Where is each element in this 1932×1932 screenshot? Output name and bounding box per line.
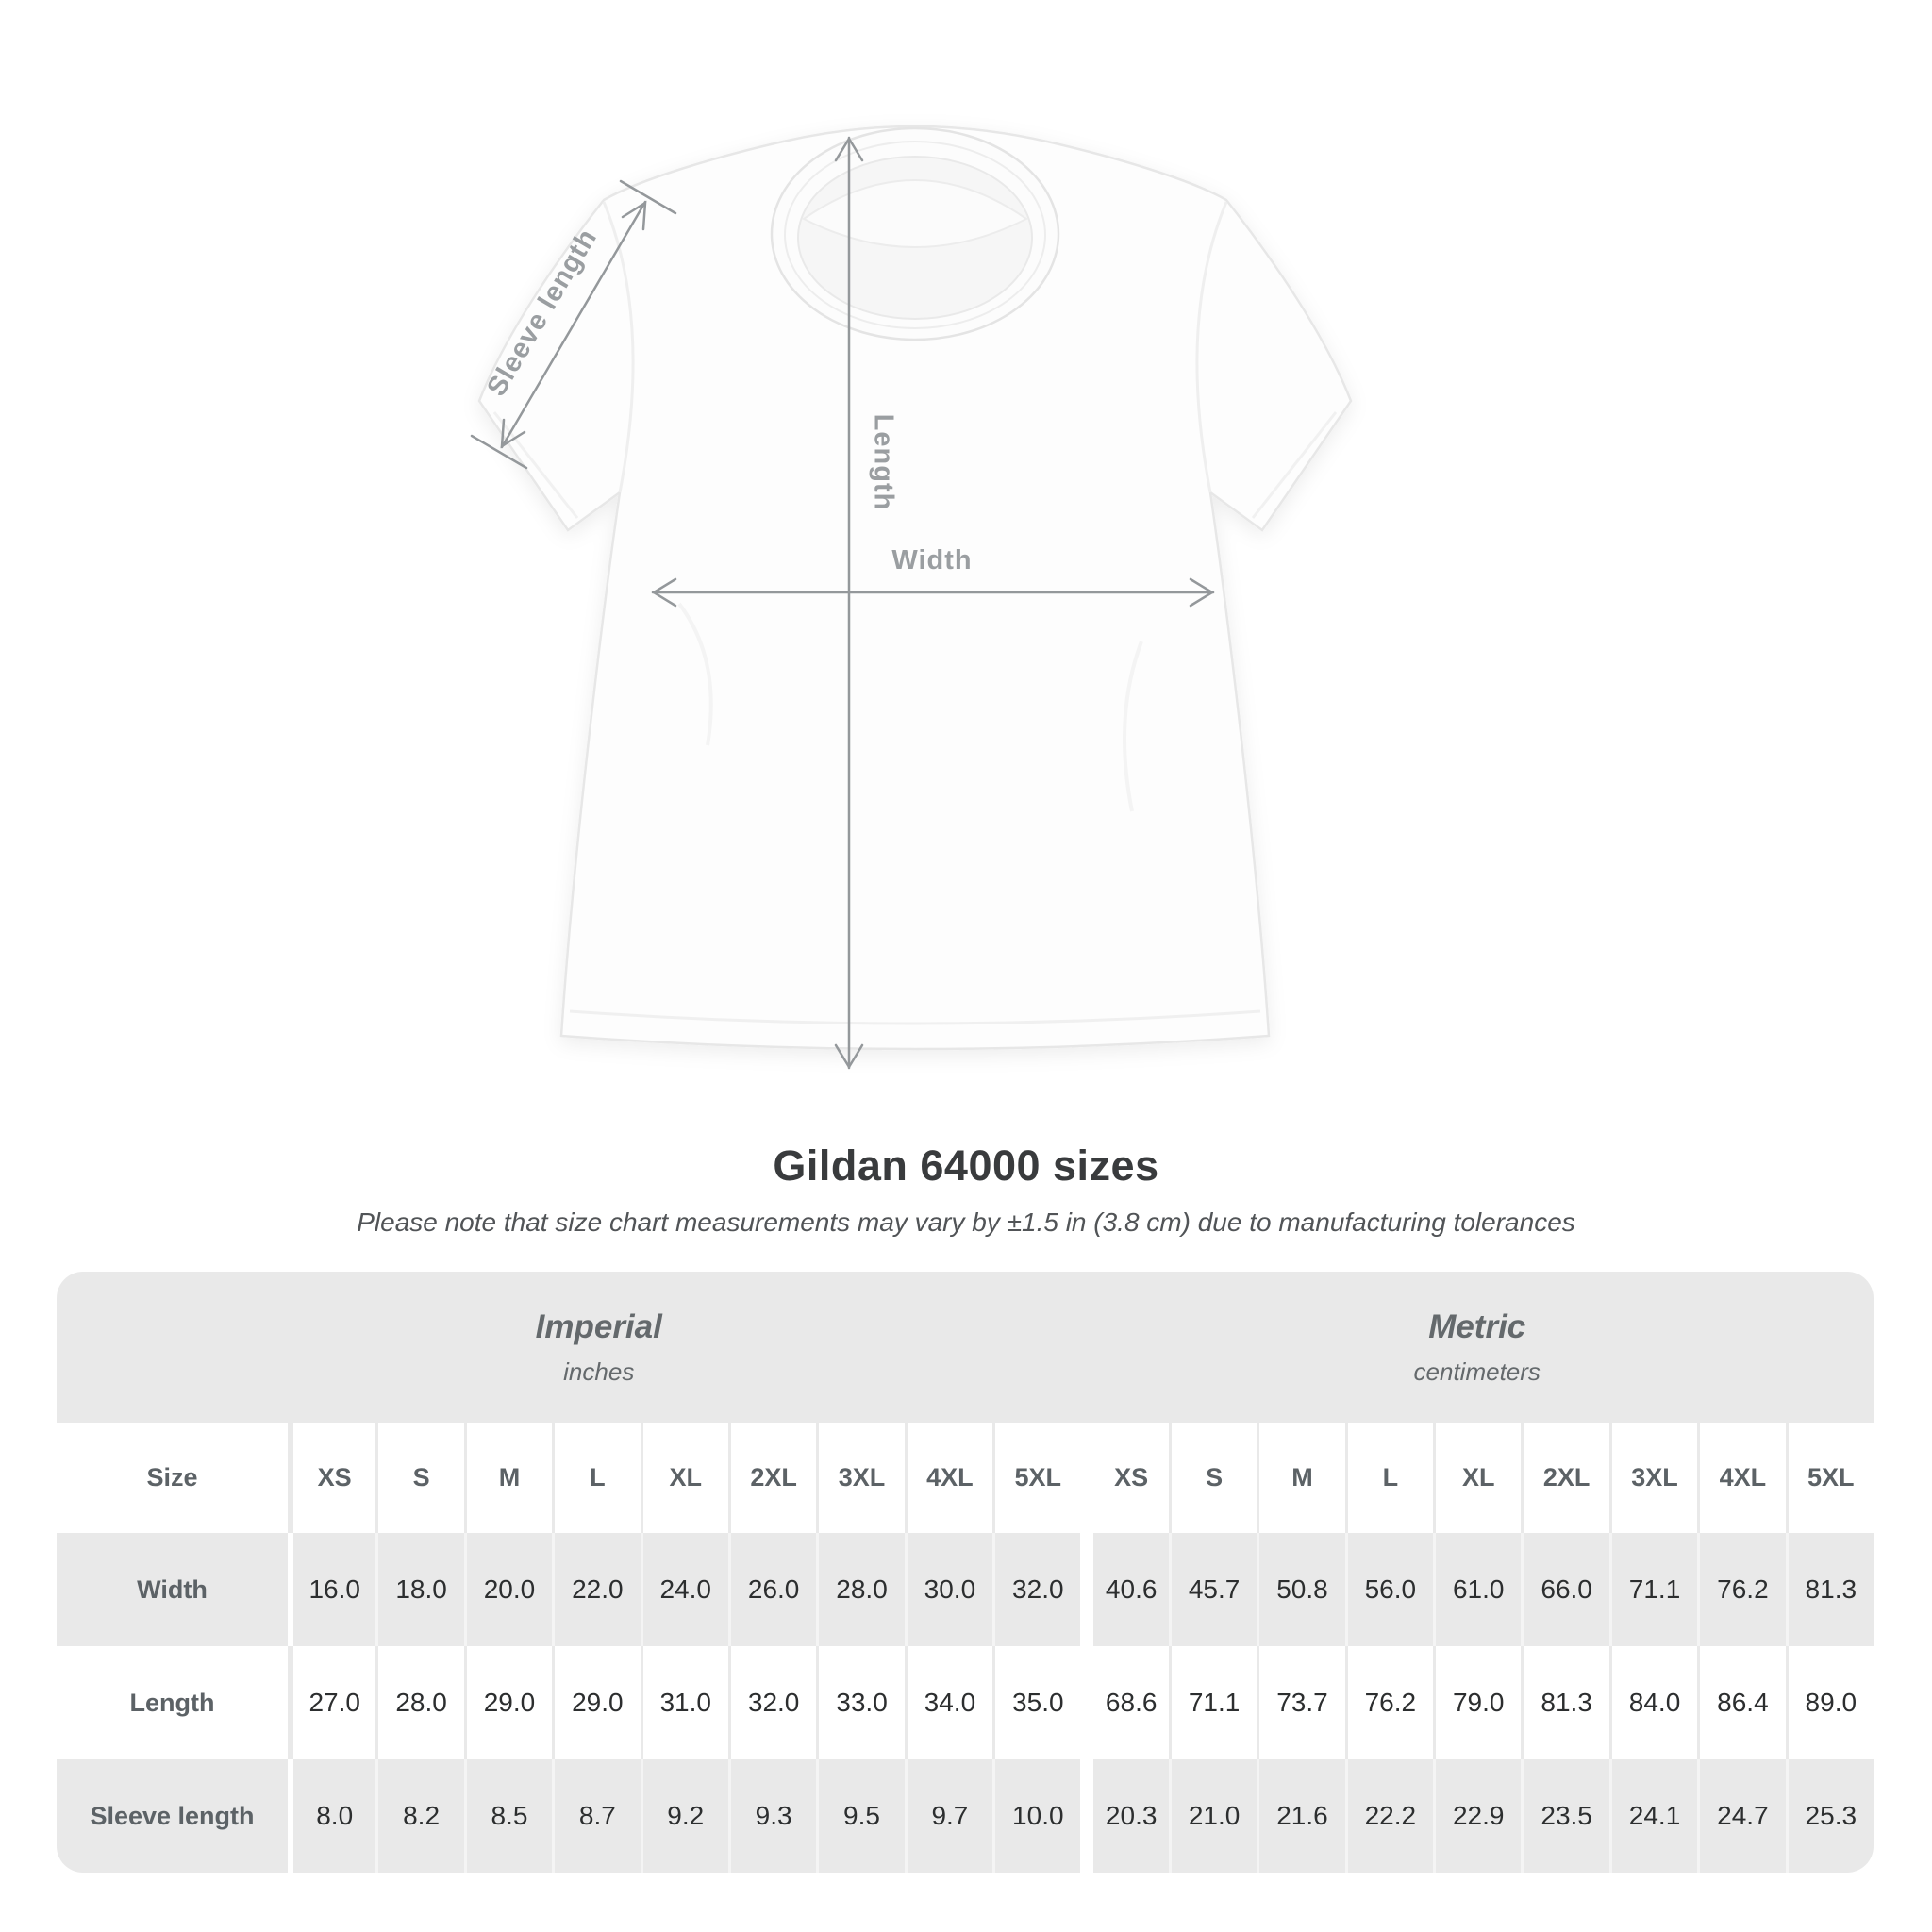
value-cell-imperial: 24.0 — [641, 1533, 728, 1646]
length-label: Length — [868, 413, 899, 511]
value-cell-metric: 22.2 — [1345, 1759, 1433, 1873]
value-cell-imperial: 9.2 — [641, 1759, 728, 1873]
width-label: Width — [891, 545, 973, 575]
value-cell-imperial: 8.0 — [288, 1759, 375, 1873]
value-cell-metric: 40.6 — [1080, 1533, 1168, 1646]
size-column-header-metric: 5XL — [1786, 1423, 1874, 1533]
value-cell-metric: 76.2 — [1697, 1533, 1785, 1646]
value-cell-imperial: 29.0 — [552, 1646, 640, 1759]
value-cell-imperial: 10.0 — [992, 1759, 1080, 1873]
value-cell-imperial: 28.0 — [375, 1646, 463, 1759]
value-cell-imperial: 8.7 — [552, 1759, 640, 1873]
value-cell-imperial: 9.3 — [728, 1759, 816, 1873]
value-cell-metric: 89.0 — [1786, 1646, 1874, 1759]
sleeve-length-label: Sleeve length — [481, 224, 604, 402]
size-column-header-imperial: M — [464, 1423, 552, 1533]
imperial-section-title: Imperial — [535, 1307, 662, 1345]
value-cell-metric: 73.7 — [1257, 1646, 1344, 1759]
value-cell-imperial: 18.0 — [375, 1533, 463, 1646]
value-cell-metric: 71.1 — [1169, 1646, 1257, 1759]
size-column-header-metric: XL — [1433, 1423, 1521, 1533]
row-label: Length — [57, 1646, 288, 1759]
value-cell-imperial: 29.0 — [464, 1646, 552, 1759]
value-cell-metric: 56.0 — [1345, 1533, 1433, 1646]
size-column-header-metric: L — [1345, 1423, 1433, 1533]
value-cell-imperial: 35.0 — [992, 1646, 1080, 1759]
value-cell-metric: 86.4 — [1697, 1646, 1785, 1759]
value-cell-metric: 81.3 — [1521, 1646, 1608, 1759]
page-title: Gildan 64000 sizes — [773, 1141, 1159, 1190]
row-label: Width — [57, 1533, 288, 1646]
value-cell-imperial: 8.5 — [464, 1759, 552, 1873]
size-column-header-metric: 4XL — [1697, 1423, 1785, 1533]
page-subtitle: Please note that size chart measurements may vary by ±1.5 in (3.8 cm) due to manufacturing tolerances — [357, 1208, 1575, 1237]
value-cell-imperial: 31.0 — [641, 1646, 728, 1759]
value-cell-imperial: 16.0 — [288, 1533, 375, 1646]
value-cell-metric: 71.1 — [1609, 1533, 1697, 1646]
value-cell-metric: 50.8 — [1257, 1533, 1344, 1646]
value-cell-metric: 79.0 — [1433, 1646, 1521, 1759]
metric-section-header — [1080, 1272, 1874, 1423]
tshirt-illustration — [479, 126, 1351, 1049]
value-cell-metric: 21.6 — [1257, 1759, 1344, 1873]
value-cell-imperial: 28.0 — [816, 1533, 904, 1646]
size-column-header-metric: 2XL — [1521, 1423, 1608, 1533]
value-cell-metric: 24.7 — [1697, 1759, 1785, 1873]
value-cell-metric: 23.5 — [1521, 1759, 1608, 1873]
value-cell-imperial: 33.0 — [816, 1646, 904, 1759]
value-cell-imperial: 32.0 — [728, 1646, 816, 1759]
value-cell-metric: 21.0 — [1169, 1759, 1257, 1873]
size-column-header-metric: 3XL — [1609, 1423, 1697, 1533]
value-cell-metric: 61.0 — [1433, 1533, 1521, 1646]
value-cell-imperial: 32.0 — [992, 1533, 1080, 1646]
size-column-header-imperial: XS — [288, 1423, 375, 1533]
size-column-header-imperial: 4XL — [905, 1423, 992, 1533]
value-cell-metric: 22.9 — [1433, 1759, 1521, 1873]
value-cell-imperial: 34.0 — [905, 1646, 992, 1759]
size-column-header-imperial: L — [552, 1423, 640, 1533]
size-column-header-imperial: 5XL — [992, 1423, 1080, 1533]
value-cell-metric: 68.6 — [1080, 1646, 1168, 1759]
row-label: Sleeve length — [57, 1759, 288, 1873]
value-cell-imperial: 20.0 — [464, 1533, 552, 1646]
value-cell-metric: 25.3 — [1786, 1759, 1874, 1873]
value-cell-metric: 84.0 — [1609, 1646, 1697, 1759]
size-corner-label: Size — [57, 1423, 288, 1533]
value-cell-imperial: 27.0 — [288, 1646, 375, 1759]
size-column-header-metric: XS — [1080, 1423, 1168, 1533]
value-cell-imperial: 30.0 — [905, 1533, 992, 1646]
value-cell-metric: 76.2 — [1345, 1646, 1433, 1759]
value-cell-metric: 24.1 — [1609, 1759, 1697, 1873]
metric-section-title: Metric — [1428, 1307, 1526, 1345]
metric-section-unit: centimeters — [1413, 1357, 1541, 1386]
value-cell-imperial: 26.0 — [728, 1533, 816, 1646]
size-table — [57, 1272, 1874, 1873]
value-cell-imperial: 9.7 — [905, 1759, 992, 1873]
size-column-header-imperial: XL — [641, 1423, 728, 1533]
value-cell-metric: 66.0 — [1521, 1533, 1608, 1646]
value-cell-metric: 45.7 — [1169, 1533, 1257, 1646]
size-column-header-metric: S — [1169, 1423, 1257, 1533]
value-cell-metric: 20.3 — [1080, 1759, 1168, 1873]
value-cell-imperial: 22.0 — [552, 1533, 640, 1646]
value-cell-metric: 81.3 — [1786, 1533, 1874, 1646]
value-cell-imperial: 9.5 — [816, 1759, 904, 1873]
value-cell-imperial: 8.2 — [375, 1759, 463, 1873]
size-column-header-imperial: 3XL — [816, 1423, 904, 1533]
imperial-section-unit: inches — [563, 1357, 635, 1386]
size-column-header-imperial: S — [375, 1423, 463, 1533]
size-column-header-metric: M — [1257, 1423, 1344, 1533]
imperial-section-header — [57, 1272, 1080, 1423]
size-column-header-imperial: 2XL — [728, 1423, 816, 1533]
